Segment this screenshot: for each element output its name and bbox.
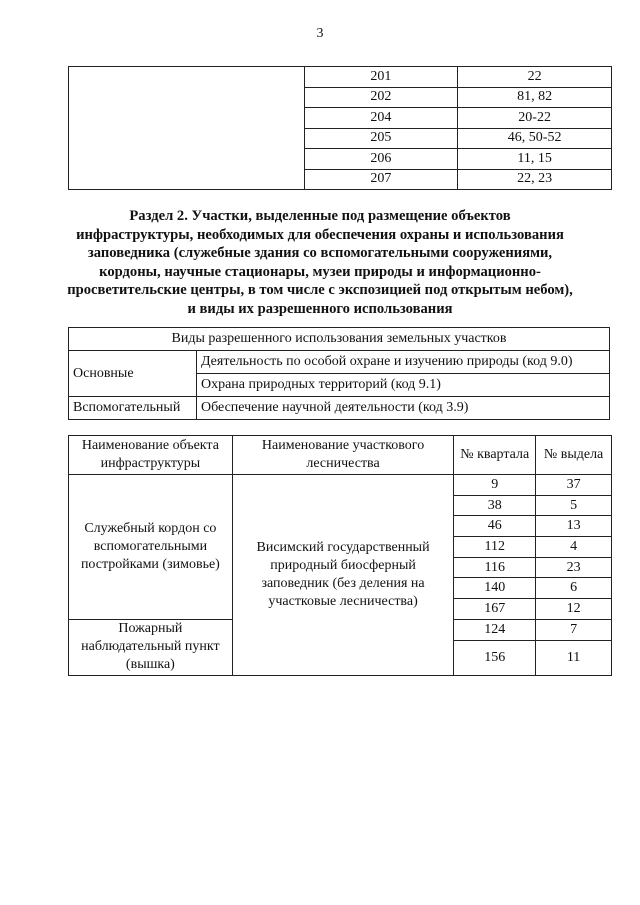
vydel-cell: 13	[536, 516, 612, 537]
vydel-cell: 7	[536, 619, 612, 640]
heading-line: Раздел 2. Участки, выделенные под размещение объектов	[129, 208, 511, 224]
permitted-uses-table	[68, 327, 610, 420]
main-use-item: Деятельность по особой охране и изучению природы (код 9.0)	[196, 351, 609, 374]
aux-uses-label: Вспомогательный	[69, 397, 197, 420]
header-object: Наименование объекта инфраструктуры	[69, 436, 233, 475]
vydel-cell: 46, 50-52	[458, 128, 612, 149]
kvartal-cell: 205	[304, 128, 458, 149]
kvartal-cell: 202	[304, 87, 458, 108]
object-name: Пожарный наблюдательный пункт (вышка)	[69, 619, 233, 675]
table-row	[69, 351, 610, 374]
kvartal-cell: 112	[454, 537, 536, 558]
table-row	[69, 397, 610, 420]
vydel-cell: 5	[536, 495, 612, 516]
section-heading	[60, 207, 580, 319]
kvartal-cell: 140	[454, 578, 536, 599]
vydel-cell: 20-22	[458, 108, 612, 129]
forestry-name: Висимский государственный природный биосферный заповедник (без деления на участковые лесничества)	[232, 475, 454, 676]
aux-use-item: Обеспечение научной деятельности (код 3.9)	[196, 397, 609, 420]
kvartal-cell: 207	[304, 169, 458, 190]
vydel-cell: 23	[536, 557, 612, 578]
kvartal-cell: 38	[454, 495, 536, 516]
uses-header: Виды разрешенного использования земельных участков	[69, 328, 610, 351]
kvartal-cell: 156	[454, 640, 536, 675]
header-row	[69, 436, 612, 475]
kvartal-cell: 167	[454, 599, 536, 620]
infrastructure-table	[68, 435, 612, 676]
vydel-cell: 22, 23	[458, 169, 612, 190]
top-table	[68, 66, 612, 190]
vydel-cell: 11	[536, 640, 612, 675]
vydel-cell: 22	[458, 67, 612, 88]
kvartal-cell: 206	[304, 149, 458, 170]
kvartal-cell: 124	[454, 619, 536, 640]
header-forestry: Наименование участкового лесничества	[232, 436, 454, 475]
heading-line: и виды их разрешенного использования	[187, 300, 453, 317]
object-name: Служебный кордон со вспомогательными постройками (зимовье)	[69, 475, 233, 620]
page-number: 3	[316, 26, 324, 41]
kvartal-cell: 201	[304, 67, 458, 88]
kvartal-cell: 116	[454, 557, 536, 578]
vydel-cell: 81, 82	[458, 87, 612, 108]
header-vydel: № выдела	[536, 436, 612, 475]
kvartal-cell: 46	[454, 516, 536, 537]
main-uses-label: Основные	[69, 351, 197, 397]
heading-line: просветительские центры, в том числе с экспозицией под открытым небом),	[67, 282, 573, 299]
vydel-cell: 12	[536, 599, 612, 620]
heading-line: кордоны, научные стационары, музеи природы и информационно-	[99, 263, 541, 280]
kvartal-cell: 204	[304, 108, 458, 129]
table-row	[69, 475, 612, 496]
heading-line: инфраструктуры, необходимых для обеспечения охраны и использования	[76, 226, 564, 243]
header-kvartal: № квартала	[454, 436, 536, 475]
vydel-cell: 37	[536, 475, 612, 496]
kvartal-cell: 9	[454, 475, 536, 496]
table-row	[69, 67, 612, 88]
main-use-item: Охрана природных территорий (код 9.1)	[196, 374, 609, 397]
table-row	[69, 328, 610, 351]
vydel-cell: 6	[536, 578, 612, 599]
vydel-cell: 11, 15	[458, 149, 612, 170]
heading-line: заповедника (служебные здания со вспомогательными сооружениями,	[87, 245, 553, 262]
empty-cell	[69, 67, 305, 190]
vydel-cell: 4	[536, 537, 612, 558]
